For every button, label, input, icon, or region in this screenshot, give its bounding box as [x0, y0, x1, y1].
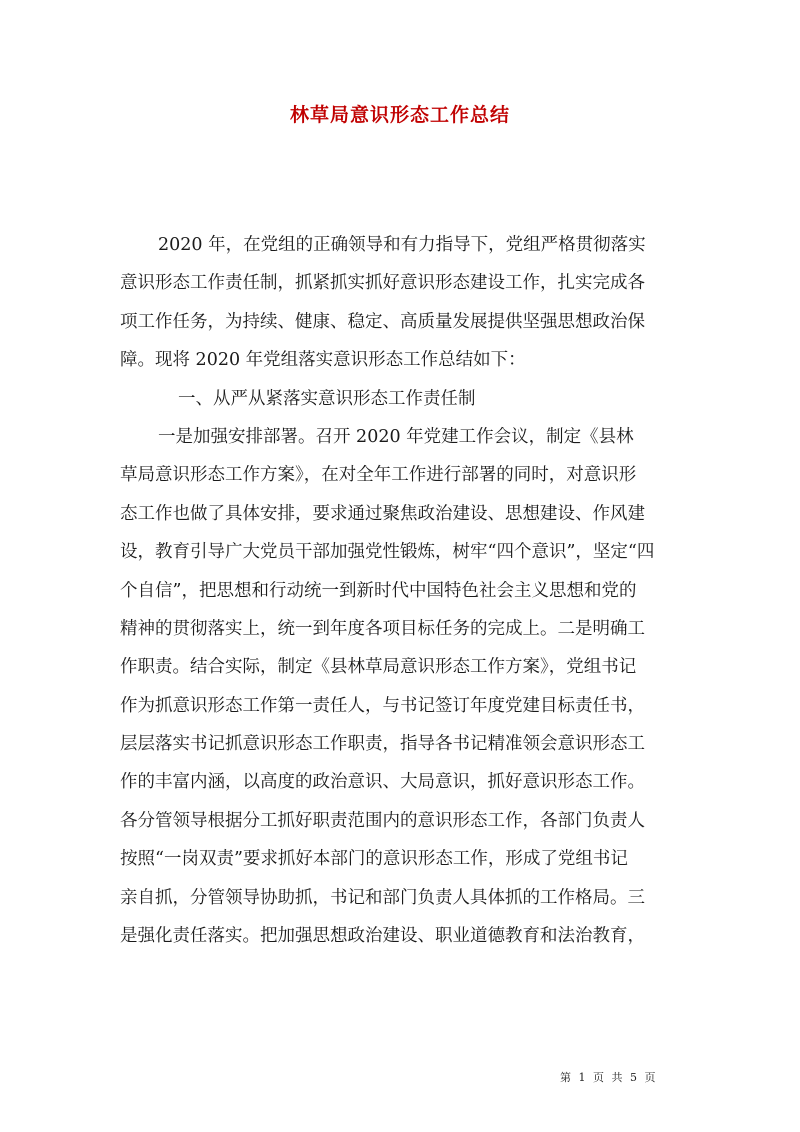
paragraph-line: 各分管领导根据分工抓好职责范围内的意识形态工作，各部门负责人 [120, 810, 645, 831]
paragraph-line: 个自信”，把思想和行动统一到新时代中国特色社会主义思想和党的 [120, 580, 637, 601]
paragraph-line: 作的丰富内涵，以高度的政治意识、大局意识，抓好意识形态工作。 [120, 772, 645, 793]
paragraph-line: 作职责。结合实际，制定《县林草局意识形态工作方案》，党组书记 [120, 657, 637, 678]
page-number: 第 1 页 共 5 页 [560, 1071, 658, 1084]
section-heading: 一、从严从紧落实意识形态工作责任制 [178, 388, 476, 409]
paragraph-line: 草局意识形态工作方案》，在对全年工作进行部署的同时，对意识形 [120, 465, 637, 486]
paragraph-line: 意识形态工作责任制，抓紧抓实抓好意识形态建设工作，扎实完成各 [120, 273, 645, 294]
document-title: 林草局意识形态工作总结 [289, 104, 510, 126]
document-body [120, 226, 680, 955]
paragraph-line: 精神的贯彻落实上，统一到年度各项目标任务的完成上。二是明确工 [120, 618, 645, 639]
paragraph-line: 一是加强安排部署。召开 2020 年党建工作会议，制定《县林 [158, 426, 634, 447]
paragraph-line: 亲自抓，分管领导协助抓，书记和部门负责人具体抓的工作格局。三 [120, 887, 645, 908]
paragraph-line: 层层落实书记抓意识形态工作职责，指导各书记精准领会意识形态工 [120, 734, 645, 755]
paragraph-line: 作为抓意识形态工作第一责任人，与书记签订年度党建目标责任书， [120, 695, 645, 716]
paragraph-line: 态工作也做了具体安排，要求通过聚焦政治建设、思想建设、作风建 [120, 503, 645, 524]
paragraph-line: 障。现将 2020 年党组落实意识形态工作总结如下： [120, 350, 526, 371]
paragraph-line: 按照“一岗双责”要求抓好本部门的意识形态工作，形成了党组书记 [120, 849, 628, 870]
paragraph-line: 项工作任务，为持续、健康、稳定、高质量发展提供坚强思想政治保 [120, 311, 645, 332]
paragraph-line: 设，教育引导广大党员干部加强党性锻炼，树牢“四个意识”，坚定“四 [120, 542, 655, 563]
paragraph-line: 2020 年，在党组的正确领导和有力指导下，党组严格贯彻落实 [158, 235, 646, 255]
paragraph-line: 是强化责任落实。把加强思想政治建设、职业道德教育和法治教育， [120, 926, 645, 947]
